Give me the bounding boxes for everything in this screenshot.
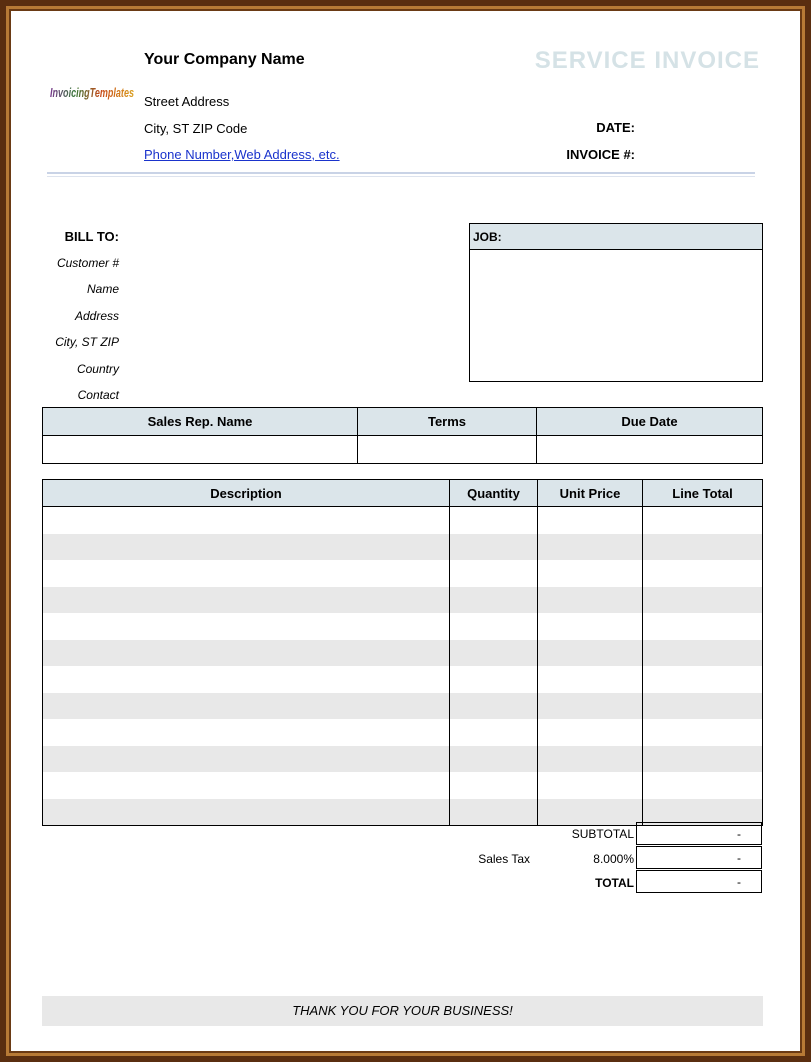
line-total-cell[interactable] — [643, 507, 763, 534]
description-cell[interactable] — [43, 640, 450, 667]
address-label: Address — [74, 309, 119, 323]
thank-you-footer: THANK YOU FOR YOUR BUSINESS! — [42, 996, 763, 1026]
description-cell[interactable] — [43, 719, 450, 746]
quantity-cell[interactable] — [450, 719, 538, 746]
quantity-cell[interactable] — [450, 693, 538, 720]
subtotal-label: SUBTOTAL — [571, 827, 634, 841]
date-label: DATE: — [596, 120, 635, 135]
quantity-cell[interactable] — [450, 560, 538, 587]
sales-rep-header: Sales Rep. Name — [43, 408, 358, 436]
description-header: Description — [43, 480, 450, 507]
quantity-cell[interactable] — [450, 640, 538, 667]
unit-price-cell[interactable] — [538, 613, 643, 640]
street-address: Street Address — [144, 94, 230, 109]
description-cell[interactable] — [43, 587, 450, 614]
line-total-cell[interactable] — [643, 640, 763, 667]
line-items-table — [42, 479, 763, 826]
sales-tax-label: Sales Tax — [478, 852, 530, 866]
subtotal-value: - — [636, 822, 762, 845]
table-row — [43, 560, 763, 587]
logo-text: InvoicingTemplates — [50, 85, 134, 100]
terms-header: Terms — [358, 408, 537, 436]
line-total-cell[interactable] — [643, 772, 763, 799]
country-label: Country — [76, 362, 119, 376]
job-heading: JOB: — [470, 224, 762, 250]
bill-to-heading: BILL TO: — [64, 229, 119, 244]
city-st-zip-label: City, ST ZIP — [55, 335, 119, 349]
description-cell[interactable] — [43, 560, 450, 587]
table-row — [43, 507, 763, 534]
unit-price-cell[interactable] — [538, 799, 643, 826]
city-zip: City, ST ZIP Code — [144, 121, 248, 136]
name-label: Name — [86, 282, 119, 296]
quantity-cell[interactable] — [450, 587, 538, 614]
company-name: Your Company Name — [144, 51, 305, 68]
table-row — [43, 534, 763, 561]
table-row — [43, 587, 763, 614]
quantity-cell[interactable] — [450, 507, 538, 534]
table-row — [43, 719, 763, 746]
table-row — [43, 666, 763, 693]
total-value: - — [636, 870, 762, 893]
terms-cell[interactable] — [358, 436, 537, 464]
sales-tax-rate[interactable]: 8.000% — [593, 852, 634, 866]
job-box[interactable] — [469, 223, 763, 382]
line-items-body — [43, 507, 763, 826]
quantity-header: Quantity — [450, 480, 538, 507]
document-title: SERVICE INVOICE — [534, 47, 760, 74]
contact-link[interactable]: Phone Number,Web Address, etc. — [144, 147, 340, 162]
unit-price-cell[interactable] — [538, 746, 643, 773]
unit-price-cell[interactable] — [538, 772, 643, 799]
description-cell[interactable] — [43, 799, 450, 826]
line-total-cell[interactable] — [643, 587, 763, 614]
description-cell[interactable] — [43, 613, 450, 640]
description-cell[interactable] — [43, 666, 450, 693]
quantity-cell[interactable] — [450, 799, 538, 826]
line-total-cell[interactable] — [643, 693, 763, 720]
table-row — [43, 693, 763, 720]
line-total-cell[interactable] — [643, 534, 763, 561]
line-total-cell[interactable] — [643, 560, 763, 587]
customer-number-label: Customer # — [56, 256, 119, 270]
unit-price-cell[interactable] — [538, 587, 643, 614]
total-label: TOTAL — [595, 876, 634, 890]
unit-price-cell[interactable] — [538, 693, 643, 720]
quantity-cell[interactable] — [450, 746, 538, 773]
line-total-cell[interactable] — [643, 613, 763, 640]
sales-rep-cell[interactable] — [43, 436, 358, 464]
header-divider-thin — [47, 176, 755, 177]
table-row — [43, 746, 763, 773]
unit-price-cell[interactable] — [538, 560, 643, 587]
sales-info-table — [42, 407, 763, 464]
quantity-cell[interactable] — [450, 613, 538, 640]
due-date-header: Due Date — [537, 408, 763, 436]
header-divider — [47, 172, 755, 174]
invoice-page — [11, 11, 800, 1051]
line-total-cell[interactable] — [643, 666, 763, 693]
contact-label: Contact — [77, 388, 119, 402]
invoice-number-label: INVOICE #: — [566, 147, 635, 162]
sales-tax-value: - — [636, 846, 762, 869]
table-row — [43, 613, 763, 640]
description-cell[interactable] — [43, 534, 450, 561]
table-row — [43, 640, 763, 667]
unit-price-cell[interactable] — [538, 534, 643, 561]
unit-price-header: Unit Price — [538, 480, 643, 507]
unit-price-cell[interactable] — [538, 666, 643, 693]
line-total-cell[interactable] — [643, 746, 763, 773]
description-cell[interactable] — [43, 746, 450, 773]
description-cell[interactable] — [43, 772, 450, 799]
quantity-cell[interactable] — [450, 772, 538, 799]
quantity-cell[interactable] — [450, 534, 538, 561]
company-logo — [50, 75, 136, 115]
line-total-header: Line Total — [643, 480, 763, 507]
unit-price-cell[interactable] — [538, 507, 643, 534]
description-cell[interactable] — [43, 693, 450, 720]
unit-price-cell[interactable] — [538, 640, 643, 667]
due-date-cell[interactable] — [537, 436, 763, 464]
description-cell[interactable] — [43, 507, 450, 534]
table-row — [43, 772, 763, 799]
line-total-cell[interactable] — [643, 719, 763, 746]
quantity-cell[interactable] — [450, 666, 538, 693]
unit-price-cell[interactable] — [538, 719, 643, 746]
